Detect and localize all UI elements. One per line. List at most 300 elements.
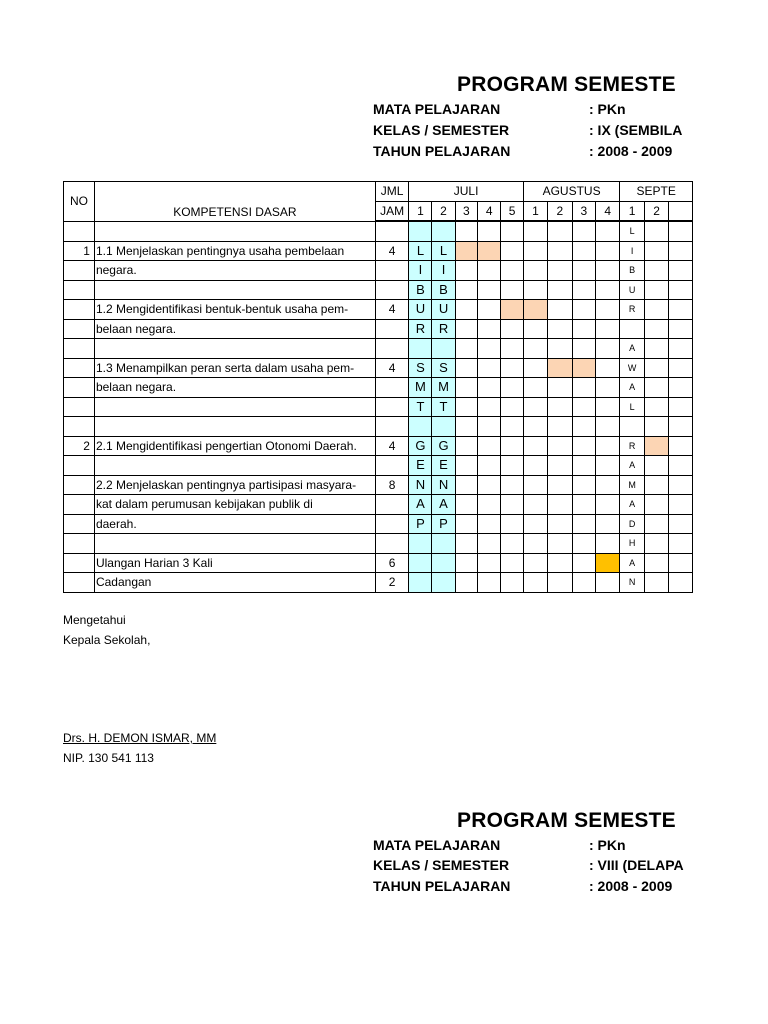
week-cell (478, 397, 501, 417)
week-cell (523, 378, 547, 398)
holiday-cell: M (432, 378, 455, 398)
week-cell (501, 280, 523, 300)
week-cell (596, 417, 620, 437)
hours-cell: 8 (375, 475, 409, 495)
week-cell (644, 495, 668, 515)
meta-year-label: TAHUN PELAJARAN (373, 143, 511, 159)
table-row (64, 319, 693, 339)
week-cell (644, 514, 668, 534)
week-cell (478, 358, 501, 378)
row-number (64, 456, 95, 476)
week-cell (548, 397, 572, 417)
table-row (64, 436, 693, 456)
week-cell (644, 319, 668, 339)
table-row (64, 495, 693, 515)
hours-cell (375, 534, 409, 554)
vertical-note-cell: A (620, 456, 644, 476)
week-header: 2 (548, 201, 572, 221)
holiday-cell: E (409, 456, 432, 476)
week-cell (455, 300, 477, 320)
week-header: 2 (432, 201, 455, 221)
week-cell (478, 553, 501, 573)
vertical-note-cell: W (620, 358, 644, 378)
week-cell (548, 319, 572, 339)
holiday-cell: N (432, 475, 455, 495)
holiday-cell (432, 573, 455, 593)
week-cell (455, 456, 477, 476)
holiday-cell: A (432, 495, 455, 515)
holiday-cell: T (409, 397, 432, 417)
vertical-note-cell: N (620, 573, 644, 593)
week-cell (669, 553, 693, 573)
week-cell (455, 436, 477, 456)
meta2-class-value: : VIII (DELAPA (589, 857, 684, 873)
week-header: 1 (523, 201, 547, 221)
holiday-cell: I (432, 261, 455, 281)
hours-cell (375, 319, 409, 339)
row-number (64, 417, 95, 437)
meta2-year-label: TAHUN PELAJARAN (373, 878, 511, 894)
holiday-cell: P (432, 514, 455, 534)
week-cell (644, 358, 668, 378)
holiday-cell: G (409, 436, 432, 456)
vertical-note-cell: A (620, 378, 644, 398)
holiday-cell: S (409, 358, 432, 378)
table-row (64, 300, 693, 320)
table-row (64, 417, 693, 437)
week-cell (455, 534, 477, 554)
competency-text (94, 221, 375, 241)
competency-text: 1.2 Mengidentifikasi bentuk-bentuk usaha pem- (94, 300, 375, 320)
holiday-cell: B (409, 280, 432, 300)
hours-cell: 6 (375, 553, 409, 573)
table-body (64, 221, 693, 593)
competency-text: belaan negara. (94, 378, 375, 398)
week-cell (478, 514, 501, 534)
week-cell (523, 417, 547, 437)
week-cell (455, 221, 477, 241)
week-cell (669, 456, 693, 476)
vertical-note-cell: I (620, 241, 644, 261)
week-cell (455, 495, 477, 515)
week-cell (644, 241, 668, 261)
week-cell (455, 241, 477, 261)
week-header: 1 (620, 201, 644, 221)
week-cell (669, 417, 693, 437)
row-number (64, 300, 95, 320)
week-cell (501, 553, 523, 573)
week-cell (596, 456, 620, 476)
competency-text: 1.3 Menampilkan peran serta dalam usaha pem- (94, 358, 375, 378)
holiday-cell: U (432, 300, 455, 320)
week-cell (644, 280, 668, 300)
week-cell (548, 573, 572, 593)
holiday-cell: B (432, 280, 455, 300)
header-jam: JAM (375, 201, 409, 221)
week-cell (572, 514, 595, 534)
week-cell (596, 339, 620, 359)
week-cell (669, 358, 693, 378)
vertical-note-cell: U (620, 280, 644, 300)
holiday-cell: S (432, 358, 455, 378)
holiday-cell: N (409, 475, 432, 495)
week-cell (523, 514, 547, 534)
footer-principal-title: Kepala Sekolah, (63, 633, 151, 647)
week-cell (523, 573, 547, 593)
table-row (64, 261, 693, 281)
week-cell (501, 495, 523, 515)
header-month-september: SEPTE (620, 182, 693, 202)
hours-cell: 4 (375, 358, 409, 378)
week-cell (478, 534, 501, 554)
week-cell (596, 475, 620, 495)
week-cell (596, 300, 620, 320)
vertical-note-cell: A (620, 339, 644, 359)
vertical-note-cell: R (620, 436, 644, 456)
holiday-cell (409, 534, 432, 554)
meta-year-value: : 2008 - 2009 (589, 143, 673, 159)
week-cell (548, 475, 572, 495)
table-row (64, 378, 693, 398)
week-cell (478, 573, 501, 593)
week-cell (548, 261, 572, 281)
vertical-note-cell: M (620, 475, 644, 495)
competency-text: 2.2 Menjelaskan pentingnya partisipasi masyara- (94, 475, 375, 495)
week-cell (478, 280, 501, 300)
header-jml: JML (375, 182, 409, 202)
holiday-cell (409, 553, 432, 573)
row-number (64, 495, 95, 515)
week-cell (478, 300, 501, 320)
row-number (64, 573, 95, 593)
holiday-cell: L (409, 241, 432, 261)
week-cell (572, 573, 595, 593)
table-row (64, 534, 693, 554)
hours-cell (375, 378, 409, 398)
week-cell (644, 397, 668, 417)
week-cell (644, 417, 668, 437)
row-number (64, 534, 95, 554)
week-cell (572, 300, 595, 320)
competency-text: kat dalam perumusan kebijakan publik di (94, 495, 375, 515)
table-row (64, 475, 693, 495)
row-number (64, 397, 95, 417)
competency-text (94, 417, 375, 437)
week-cell (596, 319, 620, 339)
week-cell (596, 573, 620, 593)
week-cell (548, 495, 572, 515)
table-row (64, 358, 693, 378)
week-cell (644, 378, 668, 398)
week-cell (596, 397, 620, 417)
vertical-note-cell: L (620, 397, 644, 417)
week-cell (455, 261, 477, 281)
week-cell (572, 261, 595, 281)
header-row-months (64, 182, 693, 202)
row-number (64, 280, 95, 300)
week-cell (644, 436, 668, 456)
week-cell (572, 456, 595, 476)
week-cell (548, 514, 572, 534)
week-cell (548, 300, 572, 320)
week-cell (644, 475, 668, 495)
week-cell (455, 475, 477, 495)
week-header: 3 (572, 201, 595, 221)
week-cell (523, 261, 547, 281)
meta2-subject (373, 837, 626, 853)
competency-text: Ulangan Harian 3 Kali (94, 553, 375, 573)
competency-text: 2.1 Mengidentifikasi pengertian Otonomi Daerah. (94, 436, 375, 456)
week-cell (644, 534, 668, 554)
hours-cell (375, 495, 409, 515)
week-cell (455, 378, 477, 398)
hours-cell (375, 339, 409, 359)
week-cell (455, 319, 477, 339)
table-row (64, 553, 693, 573)
week-cell (644, 339, 668, 359)
competency-text (94, 280, 375, 300)
row-number (64, 378, 95, 398)
table-row (64, 514, 693, 534)
meta-subject-value: : PKn (589, 101, 626, 117)
row-number (64, 514, 95, 534)
week-cell (501, 475, 523, 495)
row-number (64, 221, 95, 241)
week-cell (478, 495, 501, 515)
week-cell (523, 475, 547, 495)
week-cell (596, 495, 620, 515)
competency-text: Cadangan (94, 573, 375, 593)
week-cell (523, 319, 547, 339)
holiday-cell (409, 573, 432, 593)
week-cell (501, 339, 523, 359)
meta2-year-value: : 2008 - 2009 (589, 878, 673, 894)
week-cell (501, 514, 523, 534)
week-cell (548, 339, 572, 359)
week-cell (501, 319, 523, 339)
competency-text: daerah. (94, 514, 375, 534)
week-cell (523, 495, 547, 515)
week-cell (501, 358, 523, 378)
holiday-cell: U (409, 300, 432, 320)
week-cell (501, 436, 523, 456)
week-cell (572, 436, 595, 456)
holiday-cell (432, 221, 455, 241)
week-cell (523, 339, 547, 359)
week-cell (548, 241, 572, 261)
week-cell (596, 261, 620, 281)
week-cell (644, 553, 668, 573)
week-cell (523, 436, 547, 456)
week-cell (644, 300, 668, 320)
table-row (64, 339, 693, 359)
meta-class-label: KELAS / SEMESTER (373, 122, 510, 138)
table-row (64, 280, 693, 300)
hours-cell: 4 (375, 300, 409, 320)
header-month-agustus: AGUSTUS (523, 182, 620, 202)
week-cell (548, 534, 572, 554)
week-cell (478, 241, 501, 261)
hours-cell: 4 (375, 436, 409, 456)
week-cell (523, 534, 547, 554)
week-header (669, 201, 693, 221)
hours-cell (375, 397, 409, 417)
week-cell (669, 221, 693, 241)
week-cell (501, 261, 523, 281)
week-cell (523, 221, 547, 241)
meta-subject (373, 101, 626, 117)
week-cell (596, 241, 620, 261)
week-cell (523, 358, 547, 378)
week-cell (548, 280, 572, 300)
holiday-cell: E (432, 456, 455, 476)
header-month-juli: JULI (409, 182, 523, 202)
week-cell (455, 339, 477, 359)
week-cell (596, 514, 620, 534)
meta2-class (373, 857, 684, 873)
week-cell (596, 436, 620, 456)
week-cell (572, 280, 595, 300)
row-number (64, 319, 95, 339)
row-number: 2 (64, 436, 95, 456)
week-cell (572, 495, 595, 515)
holiday-cell (432, 553, 455, 573)
week-cell (455, 280, 477, 300)
footer-nip: NIP. 130 541 113 (63, 751, 154, 765)
holiday-cell (409, 417, 432, 437)
meta2-subject-label: MATA PELAJARAN (373, 837, 501, 853)
week-cell (548, 358, 572, 378)
holiday-cell: R (409, 319, 432, 339)
week-cell (669, 495, 693, 515)
week-cell (501, 417, 523, 437)
vertical-note-cell: A (620, 495, 644, 515)
week-cell (548, 456, 572, 476)
header-no: NO (64, 182, 95, 222)
holiday-cell (409, 221, 432, 241)
week-cell (669, 241, 693, 261)
week-cell (572, 241, 595, 261)
meta2-class-label: KELAS / SEMESTER (373, 857, 510, 873)
week-cell (548, 417, 572, 437)
week-cell (478, 339, 501, 359)
meta-class (373, 122, 682, 138)
holiday-cell: P (409, 514, 432, 534)
week-cell (548, 553, 572, 573)
week-cell (455, 553, 477, 573)
week-cell (572, 358, 595, 378)
week-cell (478, 456, 501, 476)
week-cell (572, 221, 595, 241)
week-cell (501, 221, 523, 241)
week-cell (523, 241, 547, 261)
week-cell (572, 534, 595, 554)
week-cell (501, 573, 523, 593)
hours-cell: 4 (375, 241, 409, 261)
week-cell (523, 456, 547, 476)
week-cell (596, 553, 620, 573)
week-cell (501, 397, 523, 417)
week-cell (644, 261, 668, 281)
meta-subject-label: MATA PELAJARAN (373, 101, 501, 117)
week-cell (669, 573, 693, 593)
week-cell (478, 221, 501, 241)
page-title: PROGRAM SEMESTE (457, 73, 676, 96)
week-cell (644, 221, 668, 241)
hours-cell: 2 (375, 573, 409, 593)
week-cell (572, 339, 595, 359)
competency-text (94, 534, 375, 554)
week-cell (501, 300, 523, 320)
week-cell (523, 280, 547, 300)
week-cell (501, 241, 523, 261)
competency-text (94, 397, 375, 417)
row-number (64, 339, 95, 359)
week-cell (669, 514, 693, 534)
week-cell (478, 436, 501, 456)
week-header: 1 (409, 201, 432, 221)
week-cell (669, 397, 693, 417)
row-number: 1 (64, 241, 95, 261)
hours-cell (375, 456, 409, 476)
table-row (64, 573, 693, 593)
week-cell (596, 221, 620, 241)
week-cell (501, 534, 523, 554)
week-cell (501, 456, 523, 476)
week-cell (669, 378, 693, 398)
holiday-cell: M (409, 378, 432, 398)
hours-cell (375, 280, 409, 300)
week-cell (669, 261, 693, 281)
week-cell (548, 221, 572, 241)
footer-acknowledge: Mengetahui (63, 613, 126, 627)
week-cell (572, 553, 595, 573)
row-number (64, 553, 95, 573)
week-cell (455, 358, 477, 378)
week-cell (478, 417, 501, 437)
week-cell (478, 378, 501, 398)
week-cell (523, 397, 547, 417)
week-cell (572, 378, 595, 398)
week-cell (669, 319, 693, 339)
holiday-cell (432, 534, 455, 554)
vertical-note-cell: H (620, 534, 644, 554)
vertical-note-cell (620, 417, 644, 437)
footer-principal-name: Drs. H. DEMON ISMAR, MM (63, 731, 217, 745)
holiday-cell: T (432, 397, 455, 417)
week-header: 4 (596, 201, 620, 221)
holiday-cell (432, 339, 455, 359)
week-cell (596, 378, 620, 398)
week-cell (596, 358, 620, 378)
week-cell (596, 534, 620, 554)
week-cell (548, 378, 572, 398)
hours-cell (375, 261, 409, 281)
table-row (64, 397, 693, 417)
hours-cell (375, 417, 409, 437)
holiday-cell: G (432, 436, 455, 456)
row-number (64, 475, 95, 495)
vertical-note-cell: L (620, 221, 644, 241)
competency-text: 1.1 Menjelaskan pentingnya usaha pembelaan (94, 241, 375, 261)
page-title-2: PROGRAM SEMESTE (457, 809, 676, 832)
week-cell (669, 339, 693, 359)
holiday-cell: I (409, 261, 432, 281)
holiday-cell (432, 417, 455, 437)
vertical-note-cell (620, 319, 644, 339)
holiday-cell: A (409, 495, 432, 515)
week-cell (669, 475, 693, 495)
